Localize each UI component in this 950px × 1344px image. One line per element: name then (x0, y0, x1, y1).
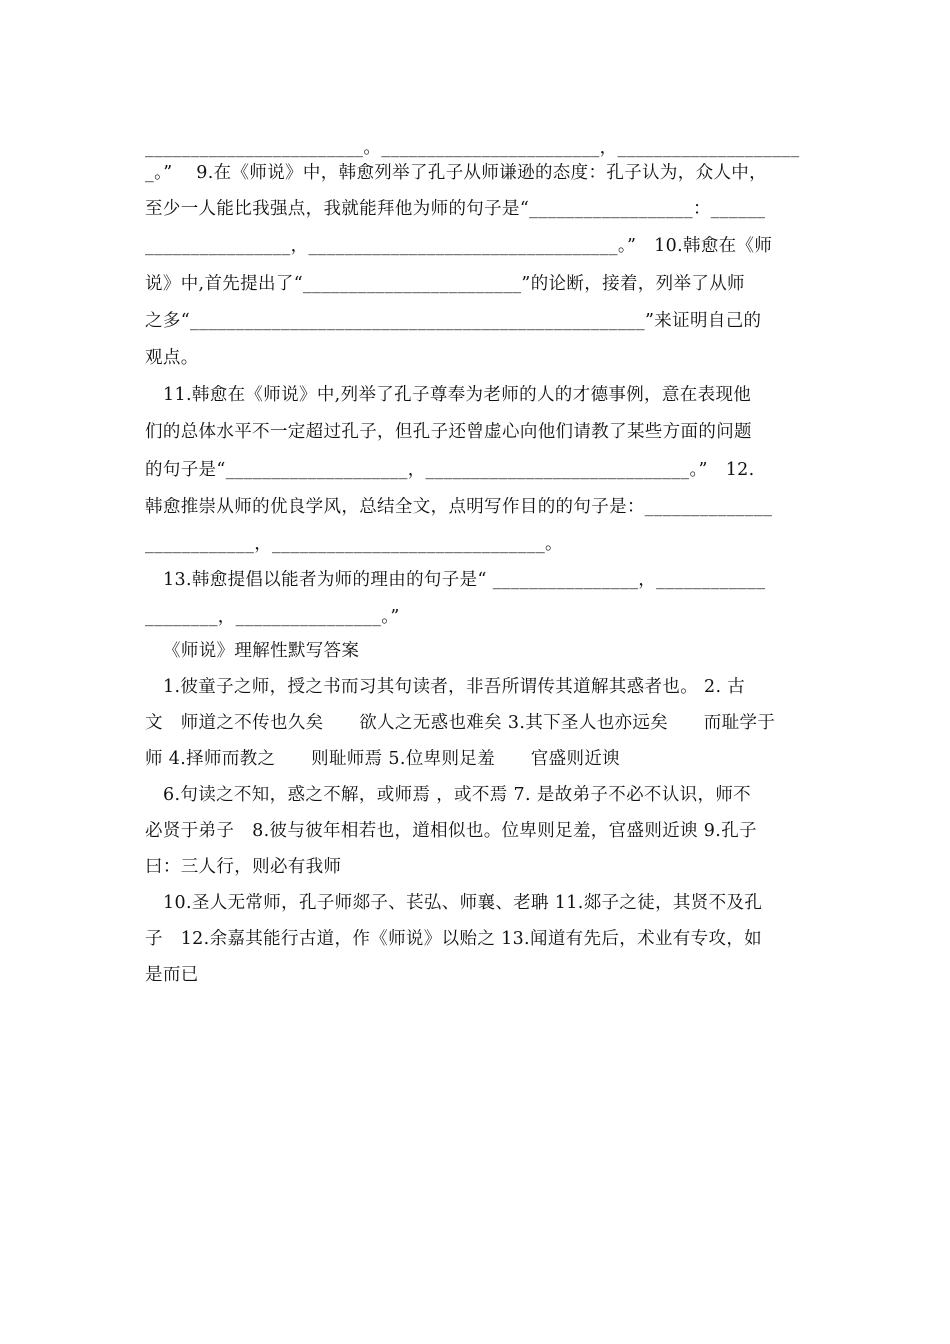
question-line (145, 420, 810, 444)
question-line (163, 383, 828, 407)
answer-line (145, 963, 810, 987)
answer-line (145, 747, 810, 771)
answer-line (145, 711, 810, 735)
question-text: _。” 9.在《师说》中，韩愈列举了孔子从师谦逊的态度：孔子认为，众人中， (145, 163, 768, 183)
answer-line (145, 855, 810, 879)
answer-text: 子 12.余嘉其能行古道，作《师说》以贻之 13.闻道有先后，术业有专攻，如 (145, 929, 763, 949)
question-line (145, 272, 810, 296)
answer-text: 1.彼童子之师，授之书而习其句读者，非吾所谓传其道解其惑者也。 2. 古 (163, 677, 746, 697)
question-text: 11.韩愈在《师说》中,列举了孔子尊奉为老师的人的才德事例，意在表现他 (163, 385, 752, 405)
answer-text: 是而已 (145, 965, 199, 985)
question-line (145, 234, 810, 258)
answer-text: 曰：三人行，则必有我师 (145, 857, 342, 877)
question-line (145, 309, 810, 333)
question-line (145, 161, 810, 185)
answer-line (145, 819, 810, 843)
answer-text: 师 4.择师而教之 则耻师焉 5.位卑则足羞 官盛则近谀 (145, 749, 621, 769)
question-text: ________________，__________________________________。” 10.韩愈在《师 (145, 236, 773, 256)
question-line (163, 568, 828, 592)
answer-line (163, 891, 828, 915)
question-text: 至少一人能比我强点，我就能拜他为师的句子是“__________________：______ (145, 199, 766, 219)
question-line (145, 532, 810, 556)
question-line (145, 495, 810, 519)
answer-text: 6.句读之不知，惑之不解，或师焉 ，或不焉 7. 是故弟子不必不认识，师不 (163, 785, 752, 805)
question-text: 韩愈推崇从师的优良学风，总结全文，点明写作目的的句子是：______________ (145, 497, 773, 517)
question-text: 们的总体水平不一定超过孔子，但孔子还曾虚心向他们请教了某些方面的问题 (145, 422, 752, 442)
answers-heading-text: 《师说》理解性默写答案 (163, 641, 360, 661)
answer-text: 必贤于弟子 8.彼与彼年相若也，道相似也。位卑则足羞，官盛则近谀 9.孔子 (145, 821, 757, 841)
answer-text: 文 师道之不传也久矣 欲人之无惑也难矣 3.其下圣人也亦远矣 而耻学于 (145, 713, 776, 733)
question-text: 观点。 (145, 348, 199, 368)
question-text: ____________，______________________________。 (145, 534, 563, 554)
question-line (145, 605, 810, 629)
question-text: 的句子是“____________________，_____________________________。” 12. (145, 460, 755, 480)
question-text: ________________________。________________________，____________________ (145, 138, 800, 158)
question-line (145, 458, 810, 482)
question-line (145, 197, 810, 221)
question-text: ________，________________。” (145, 607, 400, 627)
answers-heading (163, 639, 828, 663)
answer-text: 10.圣人无常师，孔子师郯子、苌弘、师襄、老聃 11.郯子之徒，其贤不及孔 (163, 893, 763, 913)
answer-line (163, 783, 828, 807)
question-line (145, 136, 810, 160)
question-text: 13.韩愈提倡以能者为师的理由的句子是“ ________________，____________ (163, 570, 766, 590)
question-text: 之多“__________________________________________________”来证明自己的 (145, 311, 762, 331)
answer-line (163, 675, 828, 699)
answer-line (145, 927, 810, 951)
question-text: 说》中,首先提出了“________________________”的论断，接着，列举了从师 (145, 274, 745, 294)
question-line (145, 346, 810, 370)
